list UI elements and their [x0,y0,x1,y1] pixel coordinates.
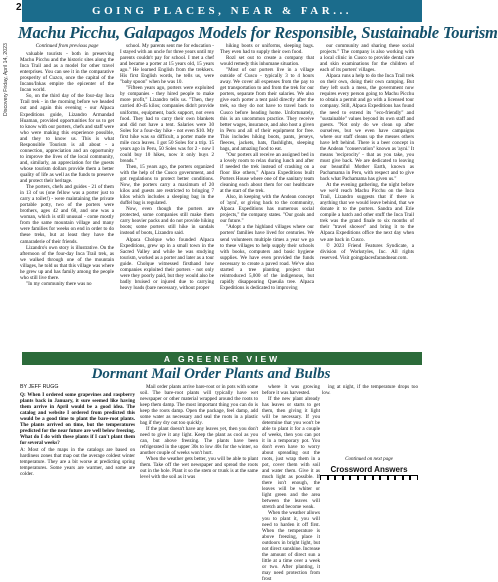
grid-cell [410,475,418,480]
grid-cell [350,475,358,480]
grid-cell [335,475,343,480]
paragraph: our community and sharing these social projects." The company is also working with a local clinic in Cusco to provide dental care and skin examinations for the children of each of its porters' villages. [320,43,414,74]
answer: A: Most of the maps in the catalogs are based on hardiness zones that map out the average coldest winter temperature. They are a bit worse at predicting spring temperatures. Some years are warmer, and some are colder. [20,447,135,477]
paragraph: Then, 15 years ago, the porters organized with the help of the Cusco government, and got regulations to protect better conditions. Now, the porters carry a maximum of 20 kilos and guests are restricted to bringing 7 kilos which includes a sleeping bag in the duffel bag is regulated. [120,163,214,207]
paragraph: At the evening gathering, the night before we we'd reach Machu Picchu on the Inca Trail, Lizandro suggests that if there is anything that we would leave behind, that we donate it to the porters. Sandra and Erie compile a hatch and other stuff the Inca Trail trek was the grand finale to six months of their "travel shower" and bring it to the Alpaca Expeditions office the next day when we are back in Cusco. [320,182,414,243]
paragraph: Alpaca runs a help to do the Inca Trail trek on their own, doing their own camping. But they left such a mess, the government now requires every person going to Machu Picchu to obtain a permit and go with a licensed tour company. Still, Alpaca Expeditions has found the need to extend its "eco-friendly" and "sustainable" values beyond its own staff and guests. "Not only do we clean up after ourselves, but we even have campaigns where our staff cleans up the messes others have left behind. There is a beer concept in the Andean "conservation" known as 'ayni.' It means 'reciprocity' - that as you take, you must give back. We are dedicated to leaving our beautiful Mother Earth, known as Pachamama in Peru, with respect and to give back what Pachamama has given us." [320,73,414,183]
grid-cell [328,475,336,480]
grid-cell [365,475,373,480]
paragraph: Mail order plants arrive bare-root or in pots with some soil. The bare-root plants will typically have wet newspaper or other material wrapped around the roots to keep them damp. The most important thing you can do is keep the roots damp. Open the package, feel damp, add some water as necessary and seal the roots in a plastic bag if they dry out too quickly. [140,384,258,426]
qa-column [20,392,135,480]
grid-cell [395,475,403,480]
paragraph: Alpaca Cholque who founded Alpaca Expeditions, grew up in a small town in the Sacred Valley and while he was studying tourism, worked as a porter and later as a tour guide. Cholque witnessed firsthand how companies exploited their porters - not only were they poorly paid, but they would also be badly bruised or injured due to carrying heavy loads (bare necessary, without proper [120,236,214,291]
paragraph: "In my community there was no [26,280,92,287]
article-column-1 [20,43,114,348]
grid-cell [403,475,411,480]
crossword-title: Crossword Answers [320,465,418,474]
paragraph: "Our porters all receive an assigned bed in a lovely room to relax during lunch and after if needed the trek instead of crashing on a floor like others," Alpaca Expeditions built Porters House where one of the sanitary team cleaning each about them for our healthcare at the start of the trek. [220,151,314,195]
green-banner [22,352,422,365]
continued-from-label: Continued from previous page [35,43,99,49]
paragraph: The porters, chefs and guides - 21 of them in 13 of us (one fellow was a porter just to carry a toilet!) - were maintaining the private portable potty, two of the porters were brothers, ages 42 and 68, and one was a woman, which is still unusual - come mostly from the same mountain village and many were families for weeks on end in order to do these treks, but at least they have the camaraderie of their friends. [20,184,114,245]
grid-cell [358,475,366,480]
paragraph: Also, in keeping with the Andean concept of 'ayni', or giving back to the community, Alpaca Expeditions has numerous social projects," the company states. "Our goals and our future." [220,194,314,225]
page-number: 2 [16,2,22,13]
paragraph: Now, even though the porters are protected, some companies still make them carry heavier packs and do not provide hiking boots; some porters still hike in sandals instead of boots, Lizandro said. [120,206,214,237]
article-column-3 [220,43,314,348]
green-banner-text: A GREENER VIEW [163,353,281,364]
issue-date-sidebar: Discovery Friday, April 14, 2023 [3,43,9,116]
article-column-4 [320,43,414,348]
garden-column-3 [262,384,320,582]
paragraph: If the plant doesn't have any leaves yet, then you don't need to give it any light. Keep the plant as cool as you can, but above freezing. The plants have been refrigerated in the upper 30s to low 40s for the winter, so another couple of weeks won't hurt. [140,426,258,456]
continued-next-label: Continued on next page [320,457,418,462]
paragraph: © 2023 Friend Features Syndicate, a division of Workstyles, Inc. All rights reserved. Visit goingplacesfarandnear.com. [320,242,414,261]
question: Q: When I ordered some grapevines and raspberry plants back in January, it sure seemed like having them arrive in April would be a good idea. The catalog and website I ordered from predicted this would be a good time to plant the bare-root plants. The plants arrived on time, but the temperatures predicted for the near future are well below freezing. What do I do with these plants if I can't plant them for several weeks? [20,392,135,446]
grid-cell [320,475,328,480]
grid-cell [373,475,381,480]
paragraph: "Fifteen years ago, porters were exploited by companies - they hired people to make more profit," Lizandro tells us. "Then, they carried 40-45 kilos; companies didn't provide uniforms, equipment, back support, not even food. They had to carry their own blankets and did not have a tent. Salaries were 30 Soles for a four-day hike - not even $10. My first hike was so difficult, a porter made me mile coca leaves. I got 50 Soles for a trip. 15 years ago in Peru, 50 Soles was for 2 - now I could buy 10 hikes, now it only buys 2 breads." [120,85,214,164]
paragraph: Lizandro's own story is illustrative. On the afternoon of the four-day Inca Trail trek, as we walked through one of the mountain villages, he told us that this village was where he grew up and has family among the people who still live there. [20,244,114,281]
paragraph: school. My parents sent me for education - I stayed with an uncle for three years until my parents couldn't pay for school. I met a chef and became a porter at 15 years old, 15 years ago." He learned English from the trekkers. His first English words, he tells us, were "baby spoon" when he was 10. [120,43,214,86]
grid-cell [343,475,351,480]
section-banner-text: GOING PLACES, NEAR & FAR... [92,5,352,17]
grid-cell [388,475,396,480]
paragraph: When the weather allows you to plant it, you will need to harden it off first. When the temperature is above freezing, place it outdoors in bright light, but not direct sunshine. Increase the amount of direct sun a little at a time over a week or two. After planting, it may need protection from frost [262,510,320,582]
paragraph: ing at night, if the temperature drops too low. [322,384,418,396]
article-column-2 [120,43,214,348]
garden-column-2 [140,384,258,480]
paragraph: So, on the third day of the four-day Inca Trail trek - in the morning before we headed out and again this evening - our Alpaca Expeditions guide, Lizandro Armandad Huaman, provided opportunities for us to get to know with our porters, chefs and staff were who were making this experience possible, and they to know us. This is what Responsible Tourism is all about - a connection, appreciation and an opportunity to improve the lives of the local community, and, similarly, an appreciation for the guests whose tourism dollars provide them a better quality of life as well as the funds to preserve and protect their heritage. [20,93,114,185]
section-banner [22,0,422,22]
paragraph: where it was growing before it was harvested. [262,384,320,396]
grid-cell [380,475,388,480]
paragraph: When the weather gets better, you will be able to plant them. Take off the wet newspaper and spread the roots out in the hole. Plant it so the stem or trunk is at the same level with the soil as it was [140,456,258,480]
garden-column-4 [322,384,418,454]
crossword-grid [320,475,418,480]
paragraph: hiking boots or uniforms, sleeping bags. They even had to supply their own food. [220,43,314,56]
byline: BY JEFF RUGG [20,384,59,390]
paragraph: If the new plant already has leaves or starts to get them, then giving it light will be necessary. If you determine that you won't be able to plant it for a couple of weeks, then you can pot it in a temporary pot. You don't even have to worry about spreading out the roots, just wrap them in a pot, cover them with soil and water them. Give it as much light as possible. If there isn't enough, the leaves will be whiter or light green and the area between the leaves will stretch and become weak. [262,396,320,510]
garden-headline: Dormant Mail Order Plants and Bulbs [91,366,331,382]
paragraph: "Adopt a the highland villages where our porters' families have lived for centuries. We send volunteers multiple times a year we go to these villages to help supply their schools with books, computers and basic hygiene supplies. We have even provided the funds necessary to create a paved road. We've also started a tree planting project that reintroduced 5,000 of the indigenous, but rapidly disappearing Queuña tree. Alpaca Expeditions is dedicated to improving [220,224,314,291]
paragraph: Rozl set out to create a company that would remedy this inhumane situation. [220,55,314,68]
paragraph: "Most of our porters live in a village outside of Cusco - typically 3 to 4 hours away. We cover all expenses from the pay to get transportation to and from the trek for our porters, separate from their salaries. We also give each porter a tent paid directly after the trek, so they do not have to travel back to Cusco before heading home. Unfortunately, this is an uncommon practice. They receive better wages, insurance, and also host a given in Peru and all of their equipment for free. This includes hiking boots, pants, jerseys, fleeces, jackets, hats, flashlights, sleeping bags, and amazing food to eat. [220,67,314,152]
article-headline: Machu Picchu, Galapagos Models for Responsible, Sustainable Tourism [18,23,498,42]
paragraph: valuable tourists - both in preserving Machu Picchu and the historic sites along the Inca Trail and as a model for other travel enterprises. You can see it in the comparative prosperity of Cuzco, once the capital of the Incans/Inkas empire the epicenter of the Incan world. [20,51,114,94]
